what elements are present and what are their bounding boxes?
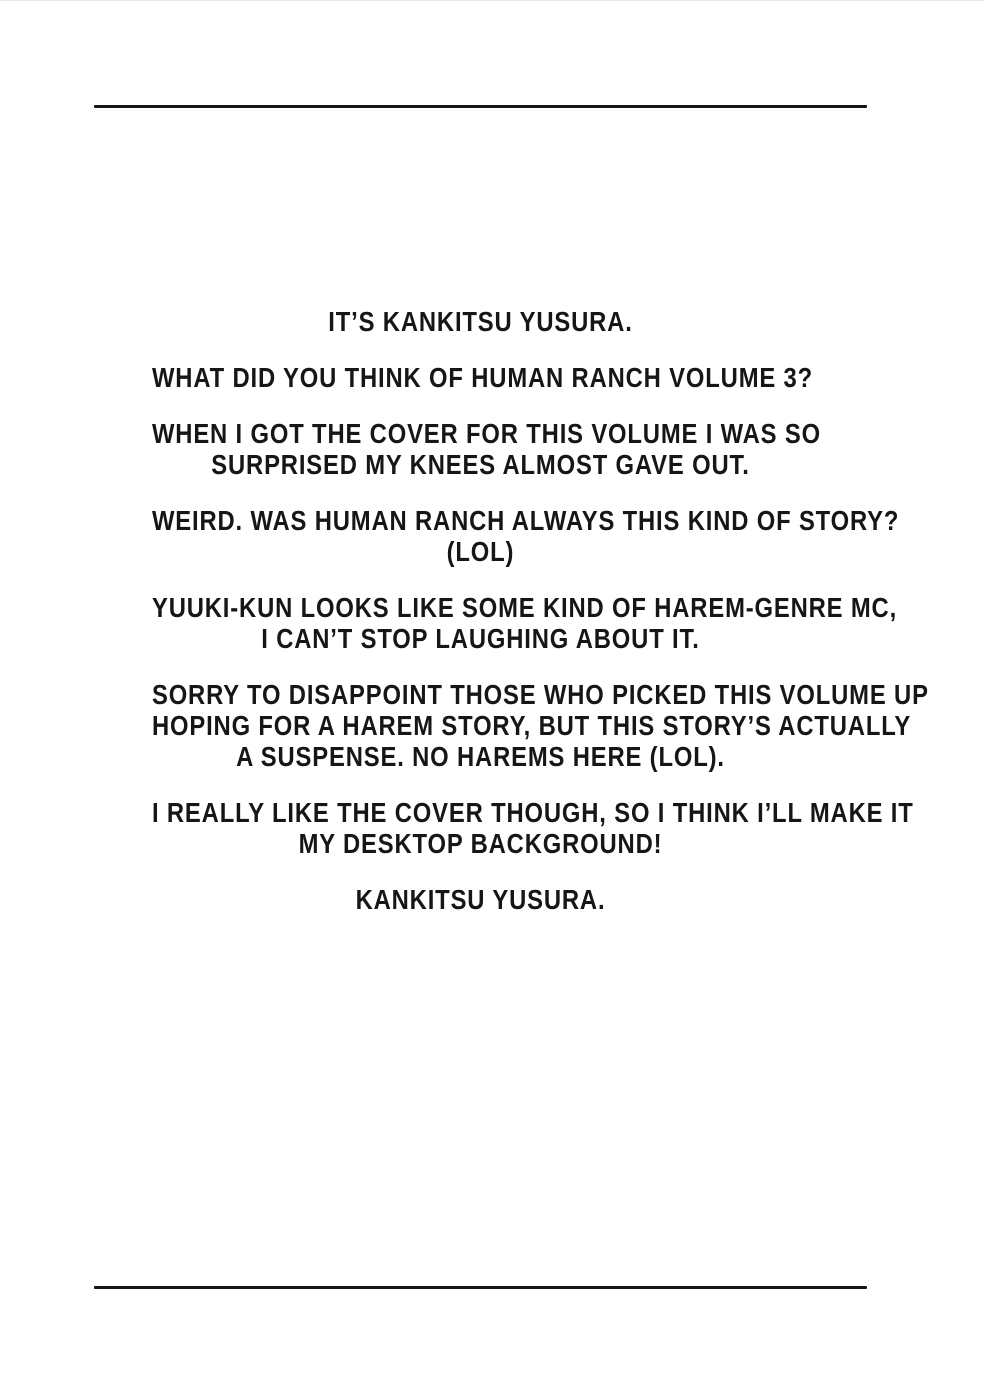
afterword-paragraph (151, 679, 929, 772)
afterword-paragraph (151, 362, 814, 393)
afterword-line: IT’S KANKITSU YUSURA. (328, 306, 633, 337)
afterword-line: SURPRISED MY KNEES ALMOST GAVE OUT. (211, 449, 750, 480)
afterword-paragraph (151, 592, 898, 654)
afterword-paragraph (151, 505, 900, 567)
top-divider-line (94, 105, 867, 108)
afterword-line: HOPING FOR A HAREM STORY, BUT THIS STORY’S ACTUALLY (151, 710, 912, 741)
afterword-line: I CAN’T STOP LAUGHING ABOUT IT. (261, 623, 700, 654)
afterword-paragraph (152, 306, 809, 337)
afterword-line: (LOL) (446, 536, 515, 567)
afterword-paragraph (152, 884, 809, 915)
afterword-line: SORRY TO DISAPPOINT THOSE WHO PICKED THIS VOLUME UP (151, 679, 929, 710)
afterword-line: KANKITSU YUSURA. (355, 884, 606, 915)
afterword-line: WHAT DID YOU THINK OF HUMAN RANCH VOLUME 3? (151, 362, 814, 393)
page-top-edge (0, 0, 985, 1)
afterword-line: WHEN I GOT THE COVER FOR THIS VOLUME I WAS SO (151, 418, 821, 449)
afterword-line: I REALLY LIKE THE COVER THOUGH, SO I THINK I’LL MAKE IT (151, 797, 914, 828)
bottom-divider-line (94, 1286, 867, 1289)
afterword-line: A SUSPENSE. NO HAREMS HERE (LOL). (236, 741, 725, 772)
afterword-paragraph (151, 418, 821, 480)
afterword-paragraph (151, 797, 914, 859)
afterword-line: MY DESKTOP BACKGROUND! (298, 828, 663, 859)
afterword-text-block (151, 306, 929, 915)
afterword-line: YUUKI-KUN LOOKS LIKE SOME KIND OF HAREM-GENRE MC, (151, 592, 898, 623)
afterword-line: WEIRD. WAS HUMAN RANCH ALWAYS THIS KIND OF STORY? (151, 505, 900, 536)
